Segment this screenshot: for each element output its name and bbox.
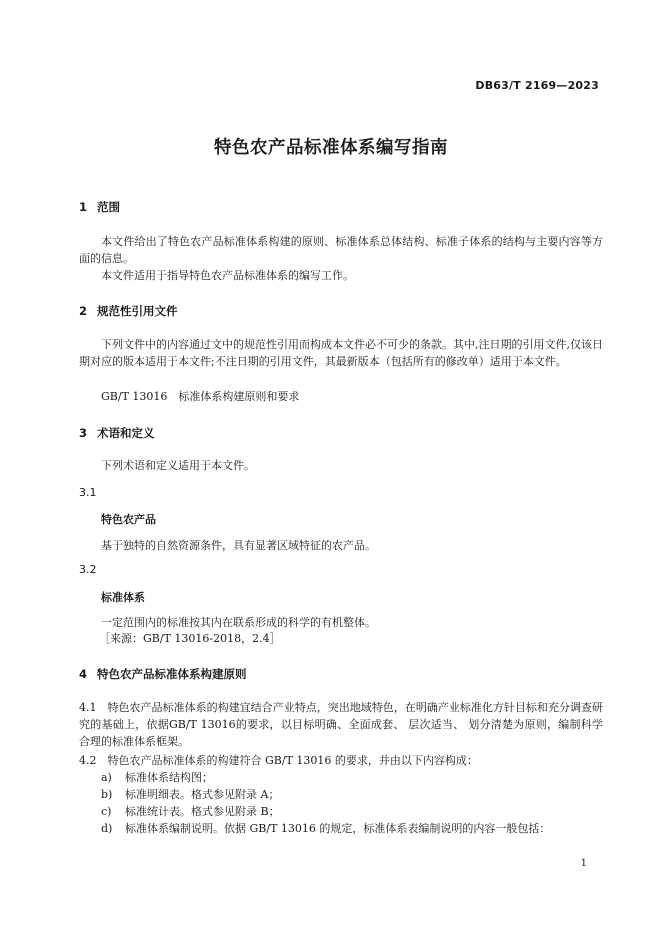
list-item-a	[101, 769, 213, 785]
list-marker: c)	[101, 805, 112, 818]
document-code: DB63/T 2169—2023	[475, 79, 599, 92]
section-number: 3	[79, 426, 88, 440]
list-text: 标准明细表。格式参见附录 A；	[125, 788, 280, 801]
list-item-c	[101, 803, 280, 819]
section-2-heading	[79, 303, 178, 319]
section-title: 规范性引用文件	[97, 304, 178, 318]
list-marker: d)	[101, 822, 113, 835]
term-1-number: 3.1	[79, 486, 97, 499]
section-number: 4	[79, 667, 88, 681]
list-item-b	[101, 786, 279, 802]
section-title: 范围	[97, 200, 120, 214]
term-2-number: 3.2	[79, 563, 97, 576]
section-3-heading	[79, 425, 155, 441]
term-2-name: 标准体系	[101, 591, 145, 604]
section-1-paragraph-2: 本文件适用于指导特色农产品标准体系的编写工作。	[101, 269, 354, 282]
section-title: 术语和定义	[97, 426, 155, 440]
clause-4-2: 4.2 特色农产品标准体系的构建符合 GB/T 13016 的要求，并由以下内容构成：	[79, 754, 478, 767]
section-number: 2	[79, 304, 88, 318]
list-text: 标准体系编制说明。依据 GB/T 13016 的规定，标准体系表编制说明的内容一般包括：	[125, 822, 551, 835]
section-2-paragraph-1: 下列文件中的内容通过文中的规范性引用而构成本文件必不可少的条款。其中,注日期的引用文件,仅该日期对应的版本适用于本文件;不注日期的引用文件，其最新版本（包括所有的修改单）适用于本文件。	[79, 338, 603, 368]
term-1-name: 特色农产品	[101, 513, 156, 526]
term-2-definition: 一定范围内的标准按其内在联系形成的科学的有机整体。	[101, 616, 376, 629]
section-number: 1	[79, 200, 88, 214]
section-1-paragraph-1: 本文件给出了特色农产品标准体系构建的原则、标准体系总体结构、标准子体系的结构与主要内容等方面的信息。	[79, 235, 603, 265]
term-2-source: ［来源：GB/T 13016-2018，2.4］	[99, 632, 281, 645]
section-3-intro: 下列术语和定义适用于本文件。	[101, 459, 255, 472]
term-1-definition: 基于独特的自然资源条件，具有显著区域特征的农产品。	[101, 539, 376, 552]
normative-reference: GB/T 13016 标准体系构建原则和要求	[101, 390, 300, 403]
document-title: 特色农产品标准体系编写指南	[214, 138, 448, 158]
section-title: 特色农产品标准体系构建原则	[97, 667, 247, 681]
list-marker: b)	[101, 788, 113, 801]
list-marker: a)	[101, 771, 112, 784]
clause-4-1: 4.1 特色农产品标准体系的构建宜结合产业特点，突出地域特色，在明确产业标准化方针目标和充分调查研究的基础上，依据GB/T 13016的要求，以目标明确、全面成套、 层次适当、 划分清楚为原则，编制科学合理的标准体系框架。	[79, 701, 603, 748]
section-1-heading	[79, 199, 120, 215]
list-item-d	[101, 820, 550, 836]
list-text: 标准体系结构图；	[125, 771, 213, 784]
list-text: 标准统计表。格式参见附录 B；	[125, 805, 280, 818]
page-number: 1	[580, 858, 587, 869]
section-4-heading	[79, 666, 247, 682]
